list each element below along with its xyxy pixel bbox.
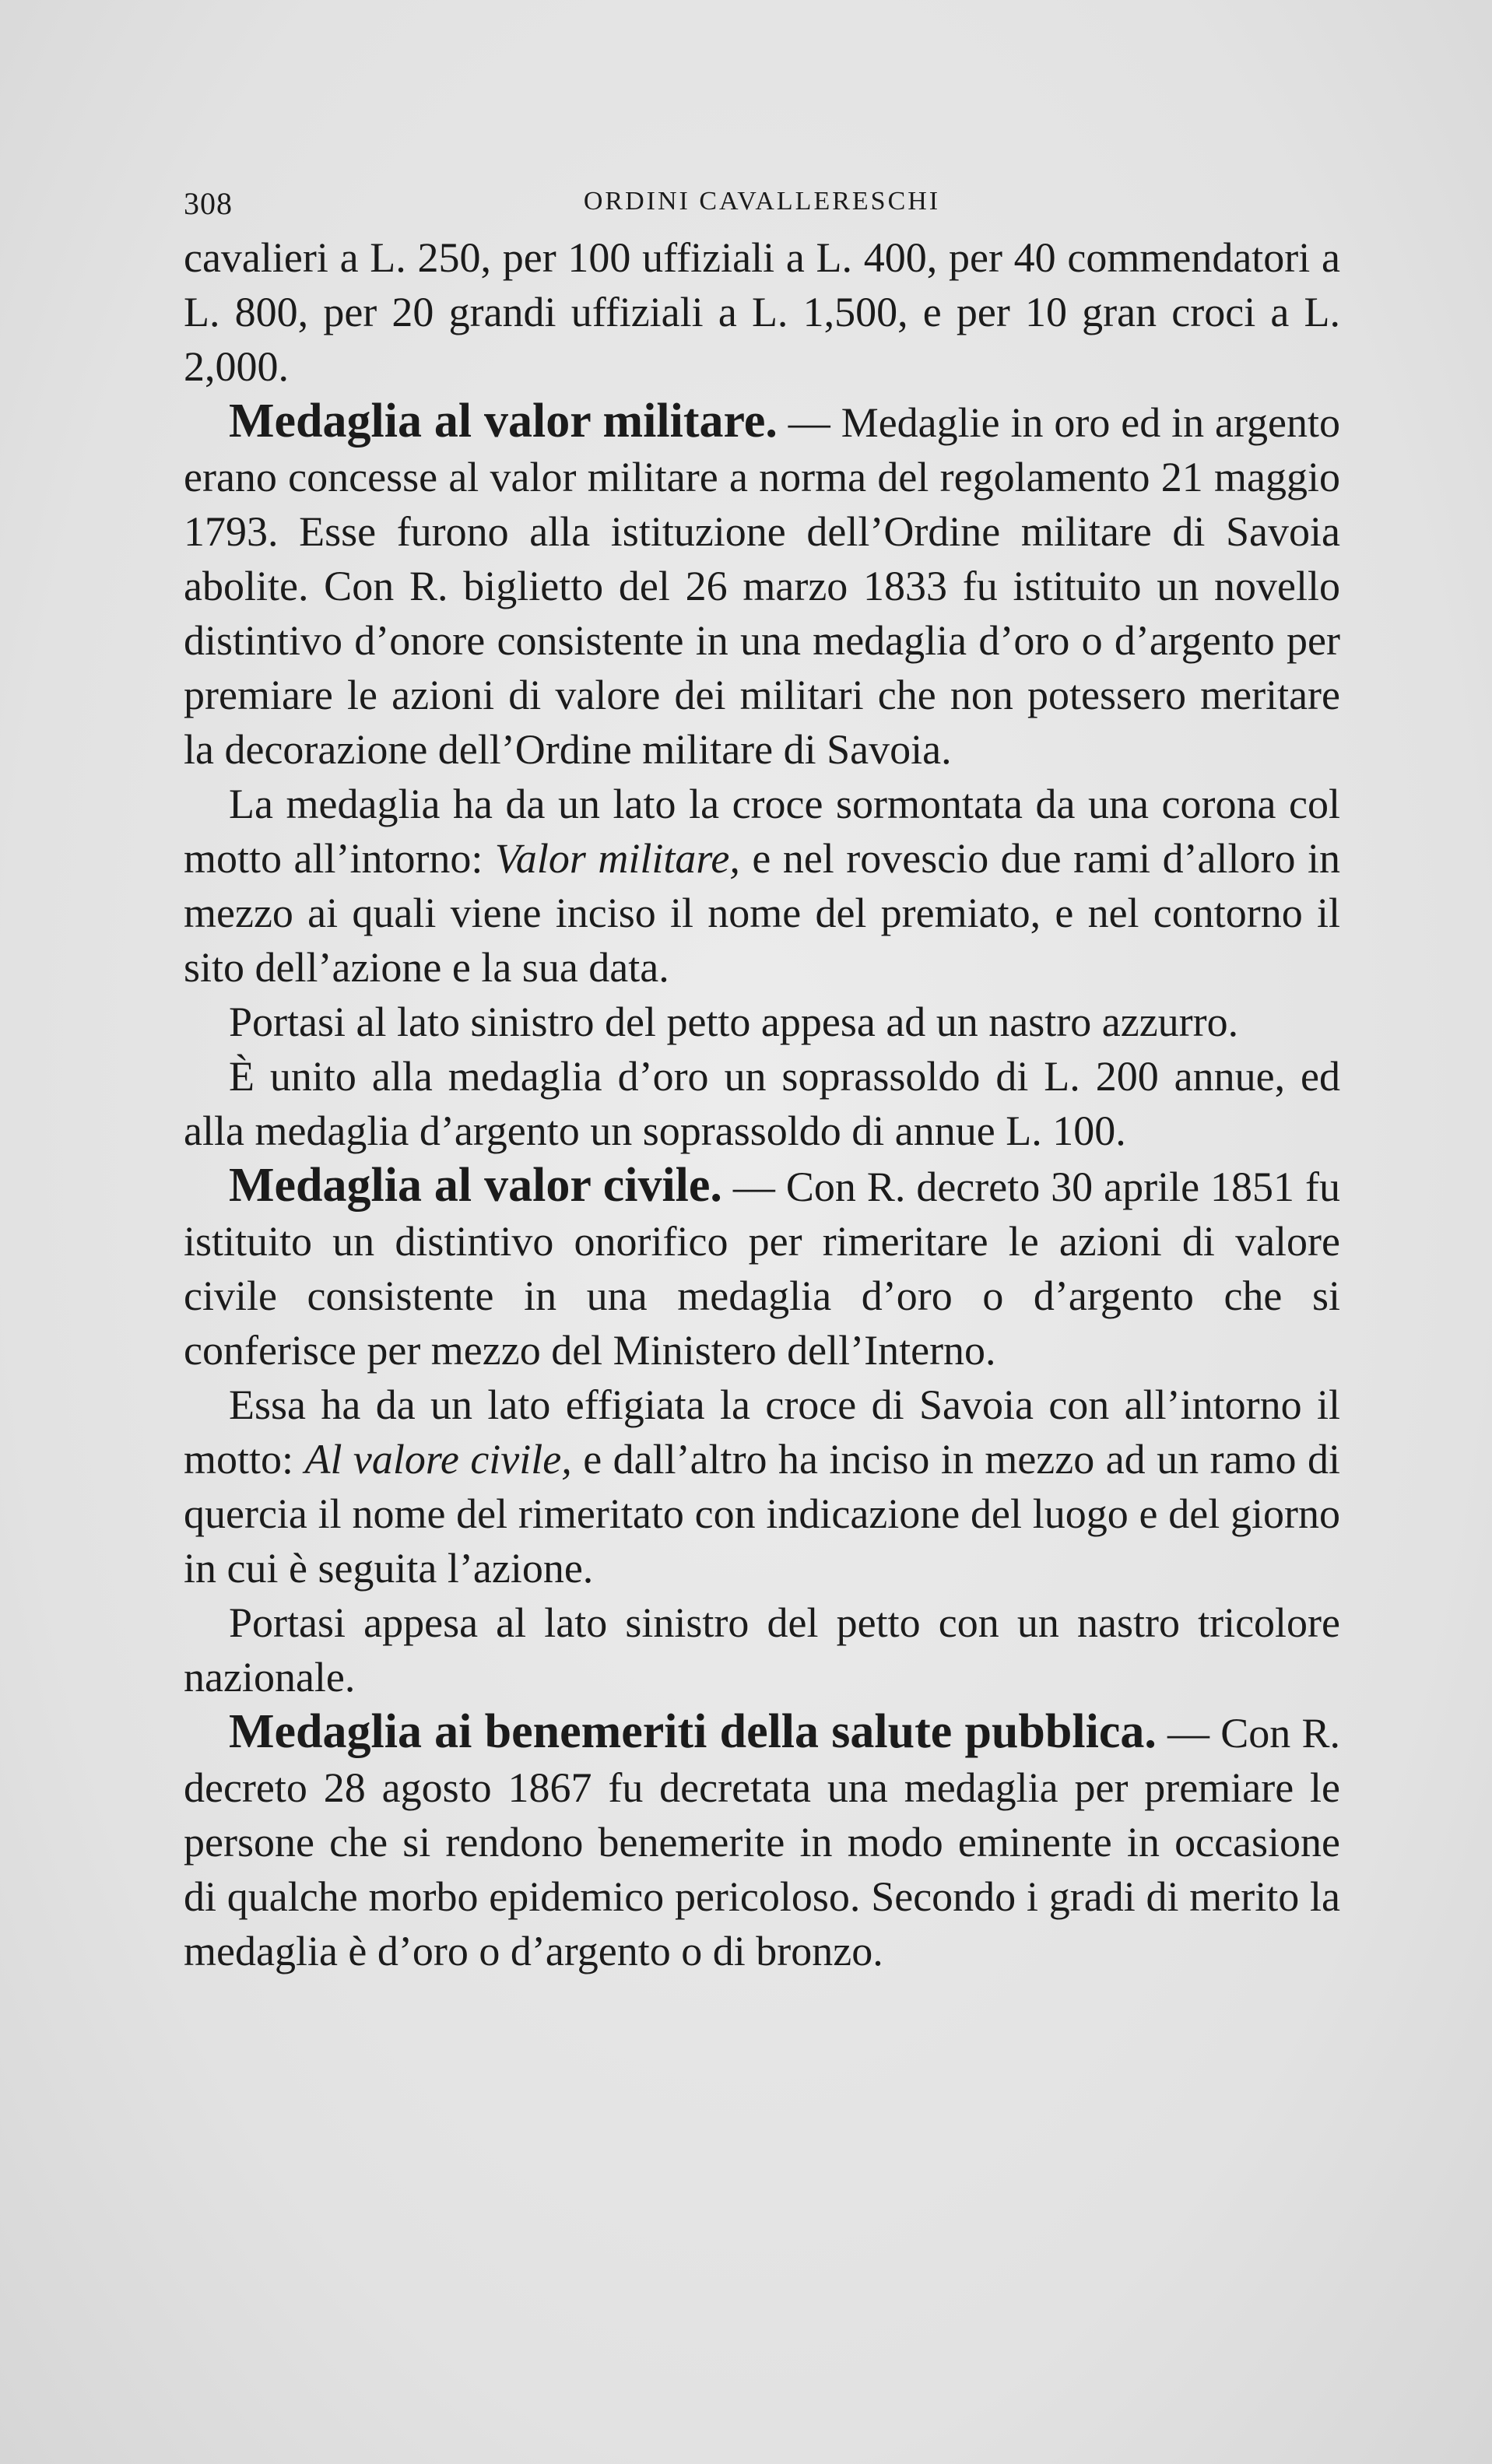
running-head: ORDINI CAVALLERESCHI xyxy=(583,187,941,216)
section-valor-civile xyxy=(184,1158,1340,1378)
motto-valore-civile: Al valore civile, xyxy=(304,1436,572,1483)
paragraph-text: e nel rovescio due rami d’alloro in mezzo ai quali viene inciso il nome del premiato, e nel contorno il sito dell’azione e la sua data. xyxy=(184,835,1340,991)
paragraph-civile-description xyxy=(184,1378,1340,1595)
section-heading-salute-pubblica: Medaglia ai benemeriti della salute pubblica. xyxy=(229,1705,1157,1758)
motto-valor-militare: Valor militare, xyxy=(494,835,740,882)
page-number: 308 xyxy=(184,186,233,221)
page-header xyxy=(184,185,1340,230)
section-valor-militare xyxy=(184,394,1340,777)
section-text-salute-pubblica: — Con R. decreto 28 agosto 1867 fu decretata una medaglia per premiare le persone che si rendono benemerite in modo eminente in occasione di qualche morbo epidemico pericoloso. Secondo i gradi di merito la medaglia è d’oro o d’argento o di bronzo. xyxy=(184,1710,1340,1974)
section-salute-pubblica xyxy=(184,1704,1340,1978)
section-text-valor-militare: — Medaglie in oro ed in argento erano concesse al valor militare a norma del regolamento 21 maggio 1793. Esse furono alla istituzione dell’Ordine militare di Savoia abolite. Con R. biglietto del 26 marzo 1833 fu istituito un novello distintivo d’onore consistente in una medaglia d’oro o d’argento per premiare le azioni di valore dei militari che non potessero meritare la decorazione dell’Ordine militare di Savoia. xyxy=(184,399,1340,773)
paragraph-medal-description xyxy=(184,777,1340,995)
section-heading-valor-militare: Medaglia al valor militare. xyxy=(229,395,778,448)
section-heading-valor-civile: Medaglia al valor civile. xyxy=(229,1159,722,1212)
section-text-valor-civile: — Con R. decreto 30 aprile 1851 fu istituito un distintivo onorifico per rimeritare le azioni di valore civile consistente in una medaglia d’oro o d’argento che si conferisce per mezzo del Ministero dell’Interno. xyxy=(184,1164,1340,1374)
text-column xyxy=(184,185,1340,1978)
paragraph-stipend: È unito alla medaglia d’oro un soprassoldo di L. 200 annue, ed alla medaglia d’argento un soprassoldo di annue L. 100. xyxy=(184,1053,1340,1154)
paragraph-continuation: cavalieri a L. 250, per 100 uffiziali a L. 400, per 40 commendatori a L. 800, per 20 grandi uffiziali a L. 1,500, e per 10 gran croci a L. 2,000. xyxy=(184,234,1340,390)
paragraph-ribbon: Portasi al lato sinistro del petto appesa ad un nastro azzurro. xyxy=(229,999,1239,1045)
paragraph-text: e dall’altro ha inciso in mezzo ad un ramo di quercia il nome del rimeritato con indicazione del luogo e del giorno in cui è seguita l’azione. xyxy=(184,1436,1340,1592)
paragraph-text: La medaglia ha da un lato la croce sormontata da una corona col motto all’intorno: xyxy=(184,781,1340,882)
paragraph-civile-ribbon: Portasi appesa al lato sinistro del petto con un nastro tricolore nazionale. xyxy=(184,1599,1340,1701)
paragraph-text: Essa ha da un lato effigiata la croce di Savoia con all’intorno il motto: xyxy=(184,1381,1340,1483)
